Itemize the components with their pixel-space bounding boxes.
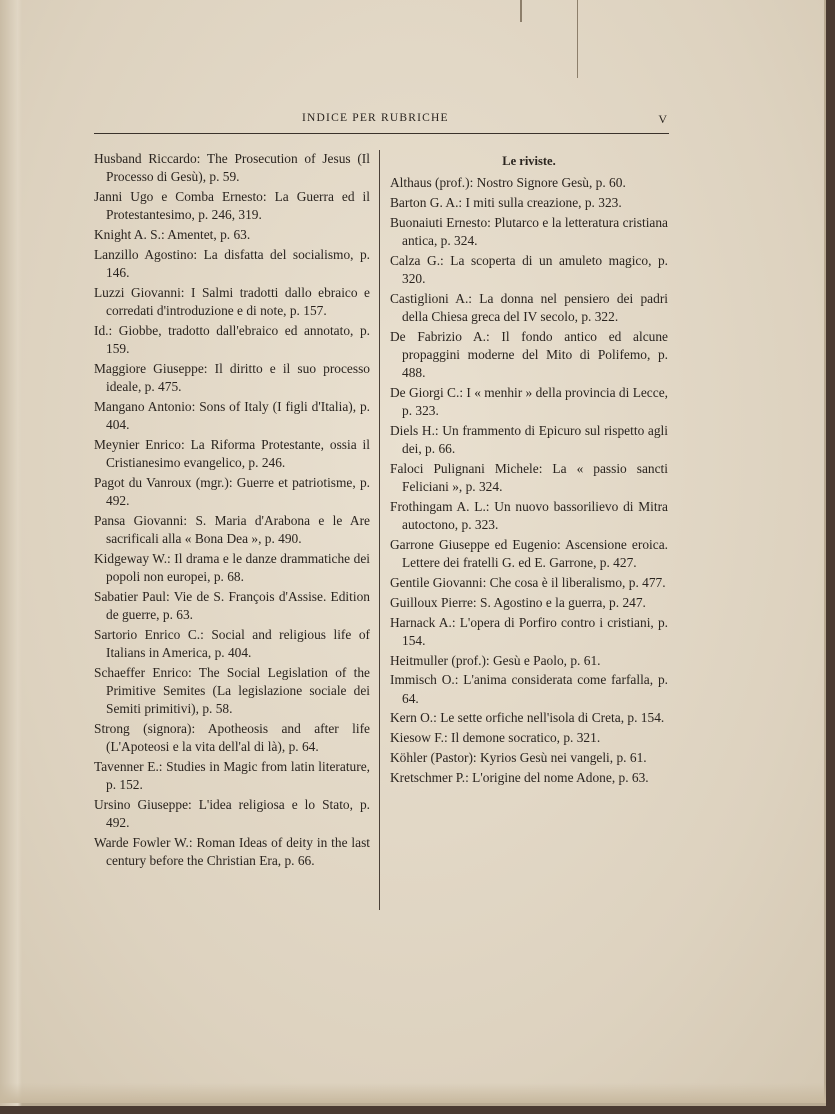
index-entry: Id.: Giobbe, tradotto dall'ebraico ed annotato, p. 159. (94, 322, 370, 356)
index-entry: Schaeffer Enrico: The Social Legislation of the Primitive Semites (La legislazione sociale dei Semiti primitivi), p. 58. (94, 664, 370, 717)
index-entry: Lanzillo Agostino: La disfatta del socialismo, p. 146. (94, 246, 370, 280)
index-entry: De Giorgi C.: I « menhir » della provincia di Lecce, p. 323. (390, 385, 668, 419)
index-entry: Janni Ugo e Comba Ernesto: La Guerra ed il Protestantesimo, p. 246, 319. (94, 189, 370, 223)
index-entry: Mangano Antonio: Sons of Italy (I figli d'Italia), p. 404. (94, 398, 370, 432)
index-entry: Ursino Giuseppe: L'idea religiosa e lo Stato, p. 492. (94, 797, 370, 831)
index-entry: Sabatier Paul: Vie de S. François d'Assise. Edition de guerre, p. 63. (94, 588, 370, 622)
index-entry: Faloci Pulignani Michele: La « passio sancti Feliciani », p. 324. (390, 461, 668, 495)
index-entry: Kidgeway W.: Il drama e le danze drammatiche dei popoli non europei, p. 68. (94, 550, 370, 584)
index-entry: Barton G. A.: I miti sulla creazione, p. 323. (390, 195, 622, 210)
index-entry: Köhler (Pastor): Kyrios Gesù nei vangeli, p. 61. (390, 749, 647, 765)
paper-crease-mark (577, 0, 578, 78)
page-bottom-edge (0, 1083, 826, 1103)
index-entry: Knight A. S.: Amentet, p. 63. (94, 227, 251, 242)
index-entry: Guilloux Pierre: S. Agostino e la guerra, p. 247. (390, 594, 646, 610)
index-entry: Diels H.: Un frammento di Epicuro sul rispetto agli dei, p. 66. (390, 423, 668, 457)
section-heading: Le riviste. (502, 154, 556, 168)
index-entry: Husband Riccardo: The Prosecution of Jesus (Il Processo di Gesù), p. 59. (94, 151, 370, 185)
index-entry: Kern O.: Le sette orfiche nell'isola di Creta, p. 154. (390, 710, 665, 726)
index-entry: Garrone Giuseppe ed Eugenio: Ascensione eroica. Lettere dei fratelli G. ed E. Garrone, p. 427. (390, 537, 668, 571)
page-number: V (658, 112, 667, 126)
paper-tear-mark (520, 0, 522, 22)
left-column (94, 150, 370, 872)
page-gutter-shadow (0, 0, 22, 1106)
index-entry: Gentile Giovanni: Che cosa è il liberalismo, p. 477. (390, 575, 666, 590)
index-entry: Immisch O.: L'anima considerata come farfalla, p. 64. (390, 672, 668, 706)
index-entry: Heitmuller (prof.): Gesù e Paolo, p. 61. (390, 652, 601, 668)
index-entry: Kiesow F.: Il demone socratico, p. 321. (390, 730, 601, 746)
index-entry: Tavenner E.: Studies in Magic from latin literature, p. 152. (94, 759, 370, 793)
column-divider (379, 150, 380, 910)
running-title: INDICE PER RUBRICHE (302, 112, 449, 124)
index-entry: Warde Fowler W.: Roman Ideas of deity in the last century before the Christian Era, p. 66. (94, 835, 370, 869)
right-column (390, 150, 668, 789)
index-entry: Calza G.: La scoperta di un amuleto magico, p. 320. (390, 252, 668, 286)
index-entry: De Fabrizio A.: Il fondo antico ed alcune propaggini moderne del Mito di Polifemo, p. 488. (390, 328, 668, 381)
index-entry: Buonaiuti Ernesto: Plutarco e la letteratura cristiana antica, p. 324. (390, 214, 668, 248)
index-entry: Pagot du Vanroux (mgr.): Guerre et patriotisme, p. 492. (94, 474, 370, 508)
index-entry: Sartorio Enrico C.: Social and religious life of Italians in America, p. 404. (94, 626, 370, 660)
index-entry: Frothingam A. L.: Un nuovo bassorilievo di Mitra autoctono, p. 323. (390, 499, 668, 533)
index-entry: Kretschmer P.: L'origine del nome Adone, p. 63. (390, 769, 649, 785)
index-entry: Luzzi Giovanni: I Salmi tradotti dallo ebraico e corredati d'introduzione e di note, p. 157. (94, 284, 370, 318)
index-entry: Harnack A.: L'opera di Porfiro contro i cristiani, p. 154. (390, 614, 668, 648)
header-rule (94, 133, 669, 134)
index-entry: Meynier Enrico: La Riforma Protestante, ossia il Cristianesimo evangelico, p. 246. (94, 436, 370, 470)
index-entry: Castiglioni A.: La donna nel pensiero dei padri della Chiesa greca del IV secolo, p. 322. (390, 290, 668, 324)
index-entry: Pansa Giovanni: S. Maria d'Arabona e le Are sacrificali alla « Bona Dea », p. 490. (94, 512, 370, 546)
index-entry: Althaus (prof.): Nostro Signore Gesù, p. 60. (390, 175, 626, 191)
index-entry: Maggiore Giuseppe: Il diritto e il suo processo ideale, p. 475. (94, 360, 370, 394)
page-header (94, 112, 669, 132)
index-entry: Strong (signora): Apotheosis and after life (L'Apoteosi e la vita dell'al di là), p. 64. (94, 721, 370, 755)
